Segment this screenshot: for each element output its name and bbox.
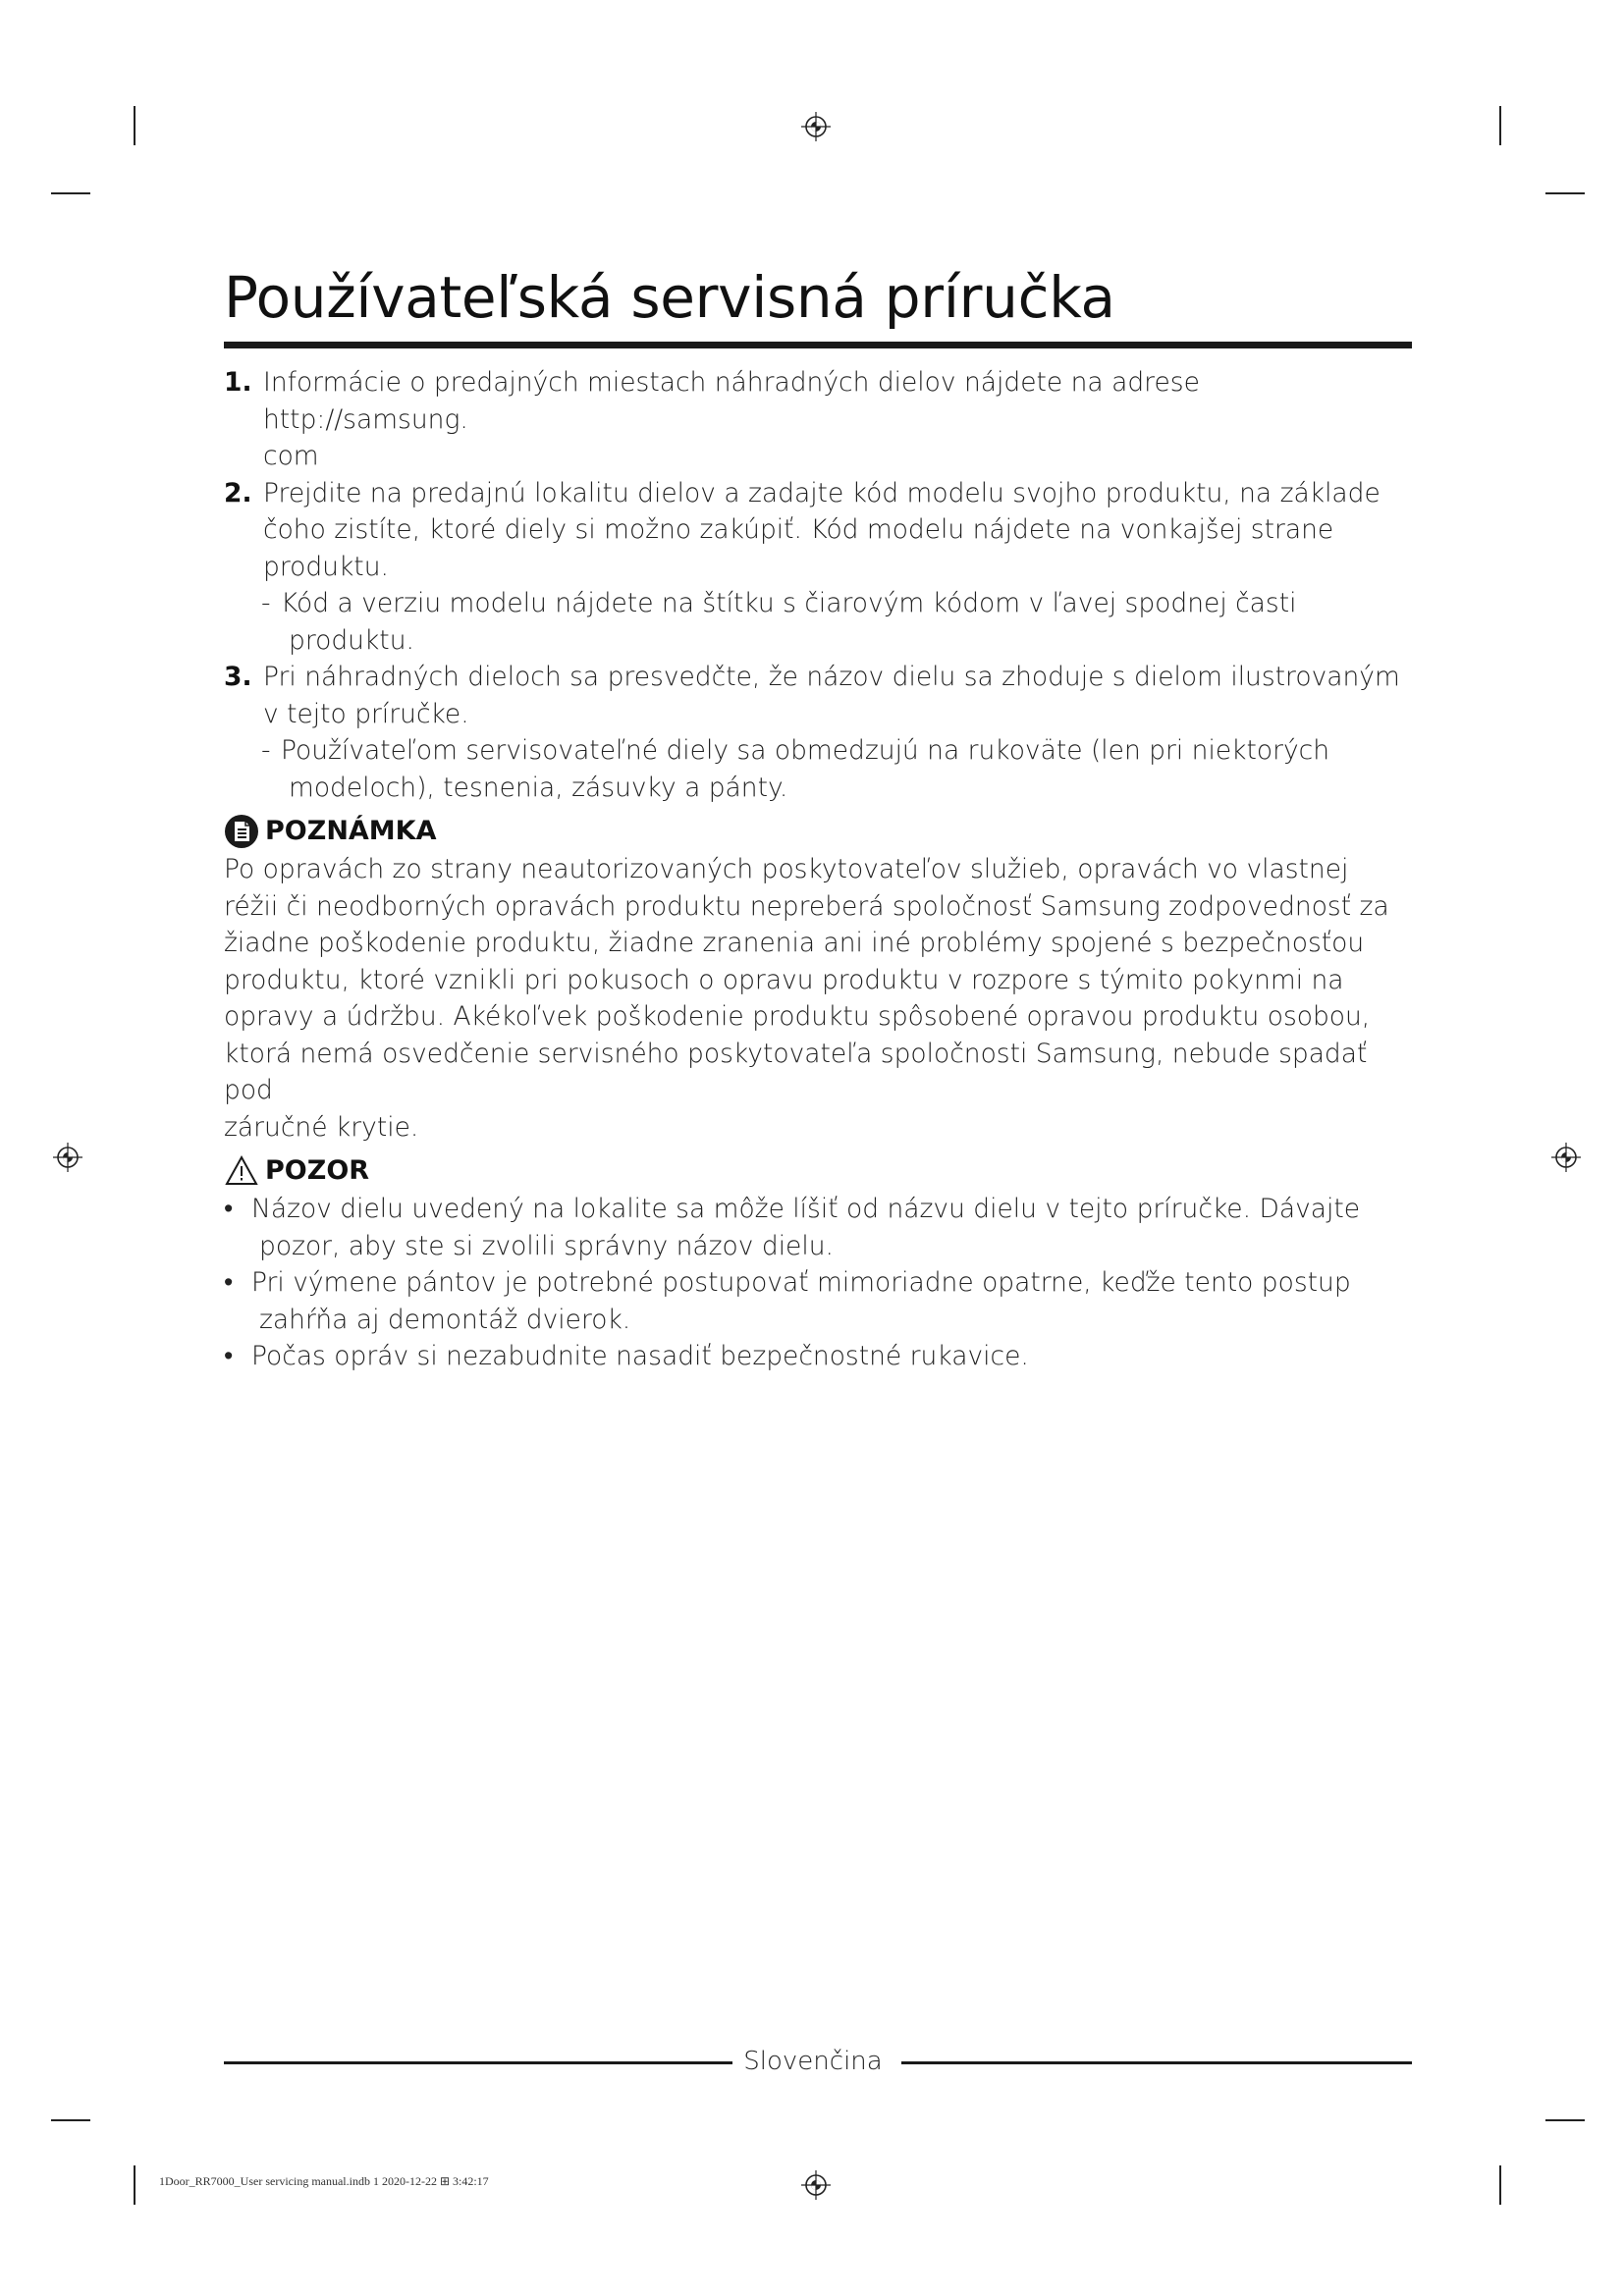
step-text-line: v tejto príručke. [263, 698, 469, 729]
caution-line: Názov dielu uvedený na lokalite sa môže líšiť od názvu dielu v tejto príručke. Dávajte [251, 1194, 1361, 1224]
step-number: 3. [224, 662, 252, 692]
step-number: 1. [224, 367, 252, 398]
step-text-line: produktu. [263, 551, 389, 582]
sub-item-line: Kód a verziu modelu nájdete na štítku s čiarovým kódom v ľavej spodnej časti [281, 588, 1297, 618]
step-text-line: Prejdite na predajnú lokalitu dielov a zadajte kód modelu svojho produktu, na základe [263, 477, 1380, 508]
print-slug: 1Door_RR7000_User servicing manual.indb 1 2020-12-22 ⊞ 3:42:17 [159, 2174, 489, 2188]
step-text-line: Pri náhradných dieloch sa presvedčte, že názov dielu sa zhoduje s dielom ilustrovaným [263, 662, 1400, 692]
footer-rule-left [224, 2061, 732, 2064]
sub-item-dash: - [261, 588, 271, 618]
sub-item-dash: - [261, 735, 271, 766]
note-line: réžii či neodborných opravách produktu nepreberá spoločnosť Samsung zodpovednosť za [224, 890, 1389, 922]
note-line: záručné krytie. [224, 1111, 419, 1143]
step-sub-item [224, 732, 1412, 806]
crop-mark-bottom-right-vertical [1499, 2165, 1501, 2205]
crop-mark-bottom-left-vertical [134, 2165, 135, 2205]
note-line: produktu, ktoré vznikli pri pokusoch o opravu produktu v rozpore s týmito pokynmi na [224, 964, 1344, 995]
footer-language: Slovenčina [743, 2047, 883, 2076]
step-sub-item [224, 585, 1412, 659]
title-underline [224, 342, 1412, 348]
note-icon [224, 814, 259, 849]
steps-list [224, 364, 1412, 806]
crop-mark-top-right-vertical [1499, 106, 1501, 145]
step-item [224, 659, 1412, 732]
sub-item-line: produktu. [289, 624, 414, 656]
bullet-dot: • [224, 1341, 234, 1371]
step-text-line: čoho zistíte, ktoré diely si možno zakúpiť. Kód modelu nájdete na vonkajšej strane [263, 514, 1334, 545]
caution-heading-label: POZOR [265, 1155, 370, 1186]
bullet-dot: • [224, 1194, 234, 1224]
registration-mark-right-icon [1551, 1143, 1581, 1172]
caution-heading [224, 1151, 1412, 1191]
footer-rule-right [901, 2061, 1412, 2064]
note-heading-label: POZNÁMKA [265, 816, 437, 846]
crop-mark-bottom-left-horizontal [51, 2119, 90, 2121]
bullet-dot: • [224, 1267, 234, 1298]
caution-line: Pri výmene pántov je potrebné postupovať mimoriadne opatrne, keďže tento postup [251, 1267, 1351, 1298]
caution-bullet-item [224, 1191, 1412, 1264]
step-number: 2. [224, 477, 252, 508]
caution-line: pozor, aby ste si zvolili správny názov dielu. [259, 1230, 834, 1261]
caution-line: zahŕňa aj demontáž dvierok. [259, 1304, 631, 1335]
note-line: Po opravách zo strany neautorizovaných poskytovateľov služieb, opravách vo vlastnej [224, 854, 1349, 884]
warning-icon [224, 1153, 259, 1189]
registration-mark-bottom-icon [801, 2170, 831, 2200]
crop-mark-top-left-horizontal [51, 192, 90, 194]
sub-item-line: modeloch), tesnenia, zásuvky a pánty. [289, 772, 788, 803]
note-heading [224, 812, 1412, 851]
caution-line: Počas opráv si nezabudnite nasadiť bezpečnostné rukavice. [251, 1341, 1029, 1371]
crop-mark-top-right-horizontal [1545, 192, 1585, 194]
note-line: žiadne poškodenie produktu, žiadne zranenia ani iné problémy spojené s bezpečnosťou [224, 928, 1365, 958]
note-body [224, 851, 1412, 1146]
crop-mark-top-left-vertical [134, 106, 135, 145]
page-content [224, 257, 1412, 1375]
caution-bullet-item [224, 1338, 1412, 1375]
sub-item-line: Používateľom servisovateľné diely sa obmedzujú na rukoväte (len pri niektorých [281, 735, 1330, 766]
caution-list [224, 1191, 1412, 1375]
caution-bullet-item [224, 1264, 1412, 1338]
crop-mark-bottom-right-horizontal [1545, 2119, 1585, 2121]
note-line: opravy a údržbu. Akékoľvek poškodenie produktu spôsobené opravou produktu osobou, [224, 1001, 1371, 1032]
step-item [224, 364, 1412, 475]
step-text-line: Informácie o predajných miestach náhradných dielov nájdete na adrese http://samsung. [263, 367, 1200, 435]
note-line: ktorá nemá osvedčenie servisného poskytovateľa spoločnosti Samsung, nebude spadať pod [224, 1038, 1368, 1105]
step-text-line: com [263, 441, 319, 471]
registration-mark-top-icon [801, 112, 831, 141]
registration-mark-left-icon [53, 1143, 82, 1172]
step-item [224, 475, 1412, 586]
page-title: Používateľská servisná príručka [224, 264, 1115, 331]
